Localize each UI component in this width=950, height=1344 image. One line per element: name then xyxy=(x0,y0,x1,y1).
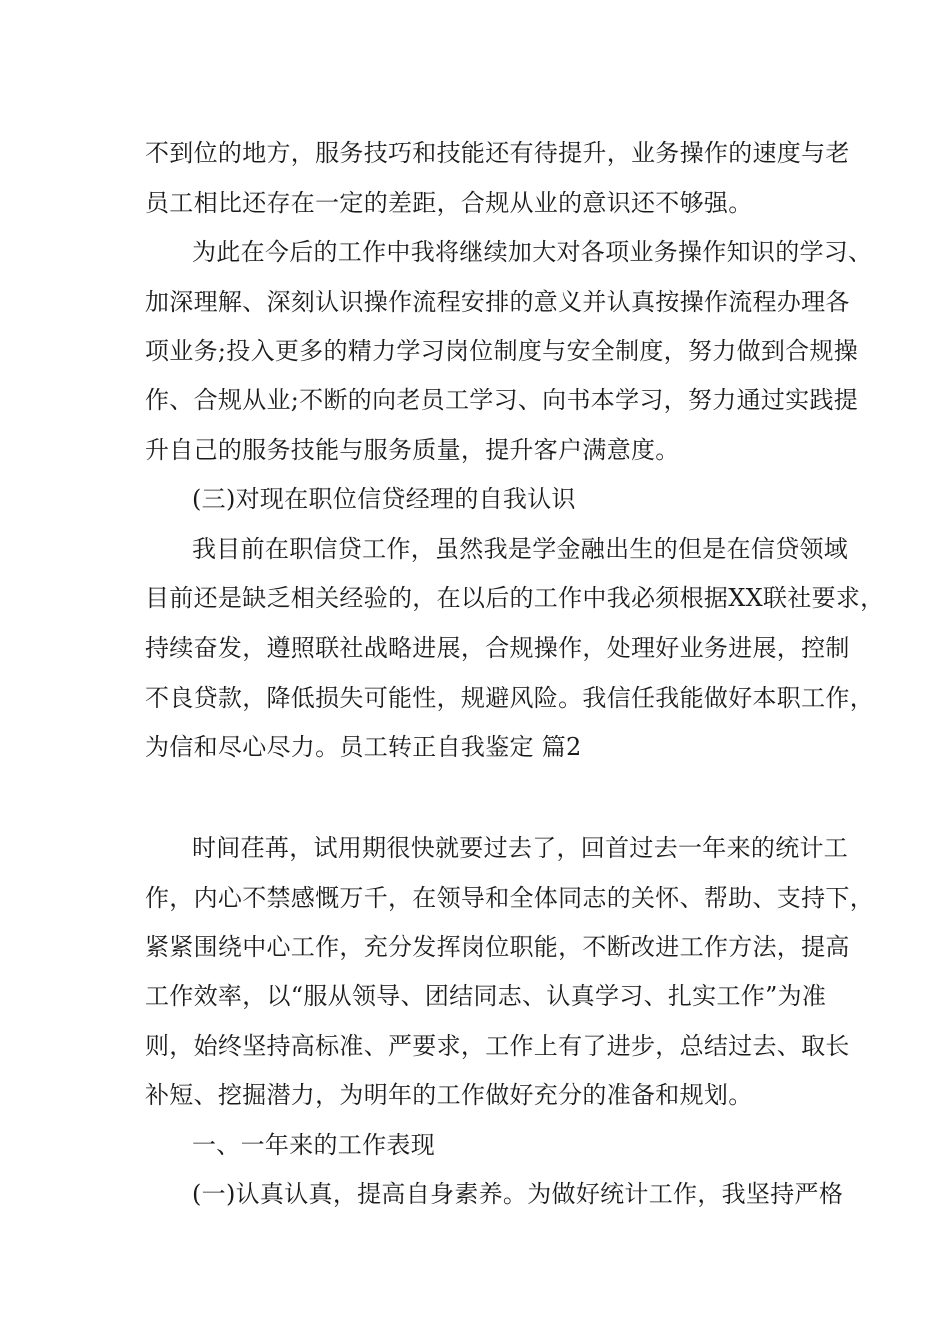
text-line: 紧紧围绕中心工作，充分发挥岗位职能，不断改进工作方法，提高 xyxy=(145,933,850,961)
paragraph-start: 为此在今后的工作中我将继续加大对各项业务操作知识的学习、 xyxy=(192,238,873,266)
text-line: 作，内心不禁感慨万千，在领导和全体同志的关怀、帮助、支持下， xyxy=(145,884,874,912)
text-line: 不良贷款，降低损失可能性，规避风险。我信任我能做好本职工作， xyxy=(145,684,874,712)
text-line: 作、合规从业;不断的向老员工学习、向书本学习，努力通过实践提 xyxy=(145,386,859,414)
text-line: 工作效率，以“服从领导、团结同志、认真学习、扎实工作”为准 xyxy=(145,982,827,1010)
text-line: 员工相比还存在一定的差距，合规从业的意识还不够强。 xyxy=(145,189,753,217)
paragraph-start: 我目前在职信贷工作，虽然我是学金融出生的但是在信贷领域 xyxy=(192,535,849,563)
text-line: 目前还是缺乏相关经验的，在以后的工作中我必须根据XX联社要求， xyxy=(145,584,885,612)
text-line: 持续奋发，遵照联社战略进展，合规操作，处理好业务进展，控制 xyxy=(145,634,850,662)
text-line: 加深理解、深刻认识操作流程安排的意义并认真按操作流程办理各 xyxy=(145,288,850,316)
text-line: 不到位的地方，服务技巧和技能还有待提升，业务操作的速度与老 xyxy=(145,139,850,167)
paragraph-start: 时间荏苒，试用期很快就要过去了，回首过去一年来的统计工 xyxy=(192,834,849,862)
section-heading: (三)对现在职位信贷经理的自我认识 xyxy=(192,485,576,513)
section-heading: 一、一年来的工作表现 xyxy=(192,1131,435,1159)
text-line: 升自己的服务技能与服务质量，提升客户满意度。 xyxy=(145,436,680,464)
text-line: 补短、挖掘潜力，为明年的工作做好充分的准备和规划。 xyxy=(145,1081,753,1109)
text-line: 为信和尽心尽力。员工转正自我鉴定 篇2 xyxy=(145,733,582,761)
paragraph-start: (一)认真认真，提高自身素养。为做好统计工作，我坚持严格 xyxy=(192,1180,844,1208)
text-line: 则，始终坚持高标准、严要求，工作上有了进步，总结过去、取长 xyxy=(145,1032,850,1060)
text-line: 项业务;投入更多的精力学习岗位制度与安全制度，努力做到合规操 xyxy=(145,337,859,365)
